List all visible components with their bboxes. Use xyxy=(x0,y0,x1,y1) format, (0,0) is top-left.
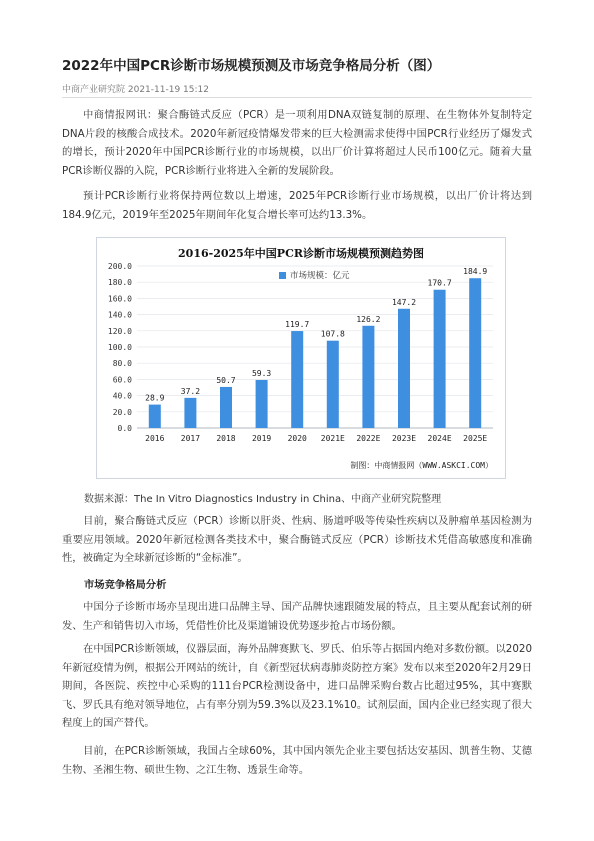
x-tick-label: 2022E xyxy=(356,434,381,443)
y-tick-label: 40.0 xyxy=(112,391,132,401)
y-tick-label: 200.0 xyxy=(107,262,132,271)
bar-value-label: 59.3 xyxy=(251,368,272,378)
paragraph-instrument-share: 在中国PCR诊断领域，仪器层面，海外品牌赛默飞、罗氏、伯乐等占据国内绝对多数份额。以2020年新冠疫情为例，根据公开网站的统计，自《新型冠状病毒肺炎防控方案》发布以来至2020年2月29日期间，各医院、疾控中心采购的111台PCR检测设备中，进口品牌采购台数占比超过95%，其中赛默飞、罗氏具有绝对领导地位，占有率分别为59.3%以及23.1%10。试剂层面，国内企业已经实现了很大程度上的国产替代。 xyxy=(62,643,532,729)
x-tick-label: 2018 xyxy=(216,434,236,443)
chart-bar xyxy=(220,387,232,428)
y-tick-label: 160.0 xyxy=(107,294,132,304)
chart-bar xyxy=(291,331,303,428)
chart-bar xyxy=(256,380,268,428)
market-size-chart xyxy=(96,237,506,479)
x-tick-label: 2024E xyxy=(427,434,452,443)
bar-value-label: 147.2 xyxy=(391,297,417,307)
y-tick-label: 60.0 xyxy=(112,375,132,385)
y-tick-label: 100.0 xyxy=(107,343,132,352)
section-heading: 市场竞争格局分析 xyxy=(84,579,167,591)
bar-value-label: 184.9 xyxy=(463,267,488,277)
x-tick-label: 2019 xyxy=(251,434,272,443)
y-tick-label: 120.0 xyxy=(107,326,132,336)
y-tick-label: 180.0 xyxy=(107,278,132,288)
x-tick-label: 2017 xyxy=(180,434,201,443)
paragraph-forecast: 预计PCR诊断行业将保持两位数以上增速，2025年PCR诊断行业市场规模，以出厂价计将达到184.9亿元，2019年至2025年期间年化复合增长率可达约13.3%。 xyxy=(62,190,532,221)
y-tick-label: 20.0 xyxy=(112,407,132,417)
chart-bar xyxy=(469,278,481,428)
paragraph-intro: 中商情报网讯：聚合酶链式反应（PCR）是一项利用DNA双链复制的原理、在生物体外复制特定DNA片段的核酸合成技术。2020年新冠疫情爆发带来的巨大检测需求使得中国PCR行业经历了爆发式的增长，预计2020年中国PCR诊断行业的市场规模，以出厂价计算将超过人民币100亿元。随着大量PCR诊断仪器的入院，PCR诊断行业将进入全新的发展阶段。 xyxy=(62,109,532,177)
chart-credit: 制图：中商情报网（WWW.ASKCI.COM） xyxy=(350,461,493,470)
article-title: 2022年中国PCR诊断市场规模预测及市场竞争格局分析（图） xyxy=(62,58,441,74)
chart-bar xyxy=(184,398,196,428)
x-tick-label: 2016 xyxy=(145,434,165,443)
x-tick-label: 2025E xyxy=(463,434,488,443)
bar-value-label: 170.7 xyxy=(427,278,452,288)
chart-bar xyxy=(327,341,339,428)
article-meta: 中商产业研究院 2021-11-19 15:12 xyxy=(62,85,209,95)
chart-plot xyxy=(97,238,505,478)
chart-title: 2016-2025年中国PCR诊断市场规模预测趋势图 xyxy=(178,247,424,260)
paragraph-applications: 目前，聚合酶链式反应（PCR）诊断以肝炎、性病、肠道呼吸等传染性疾病以及肿瘤单基因检测为重要应用领域。2020年新冠检测各类技术中，聚合酶链式反应（PCR）诊断技术凭借高敏感度和准确性，被确定为全球新冠诊断的“金标准”。 xyxy=(62,515,532,564)
bar-value-label: 126.2 xyxy=(356,314,381,324)
chart-bar xyxy=(398,309,410,428)
x-tick-label: 2023E xyxy=(391,434,417,443)
chart-bar xyxy=(149,405,161,428)
x-tick-label: 2021E xyxy=(320,434,345,443)
data-source: 数据来源：The In Vitro Diagnostics Industry in China、中商产业研究院整理 xyxy=(84,494,442,505)
y-tick-label: 80.0 xyxy=(112,359,132,369)
paragraph-market-structure: 中国分子诊断市场亦呈现出进口品牌主导、国产品牌快速跟随发展的特点，且主要从配套试剂的研发、生产和销售切入市场，凭借性价比及渠道铺设优势逐步抢占市场份额。 xyxy=(62,601,532,632)
bar-value-label: 28.9 xyxy=(145,393,165,403)
chart-bar xyxy=(434,290,446,428)
paragraph-leading-companies: 目前，在PCR诊断领域，我国占全球60%，其中国内领先企业主要包括达安基因、凯普生物、艾德生物、圣湘生物、硕世生物、之江生物、透景生命等。 xyxy=(62,745,532,776)
bar-value-label: 37.2 xyxy=(180,386,201,396)
bar-value-label: 107.8 xyxy=(320,329,345,339)
chart-bar xyxy=(362,326,374,428)
bar-value-label: 119.7 xyxy=(285,320,310,330)
y-tick-label: 140.0 xyxy=(107,310,132,320)
title-divider xyxy=(62,97,532,98)
legend-label: 市场规模：亿元 xyxy=(290,271,350,281)
y-tick-label: 0.0 xyxy=(117,424,132,433)
x-tick-label: 2020 xyxy=(287,434,307,443)
bar-value-label: 50.7 xyxy=(216,375,236,385)
